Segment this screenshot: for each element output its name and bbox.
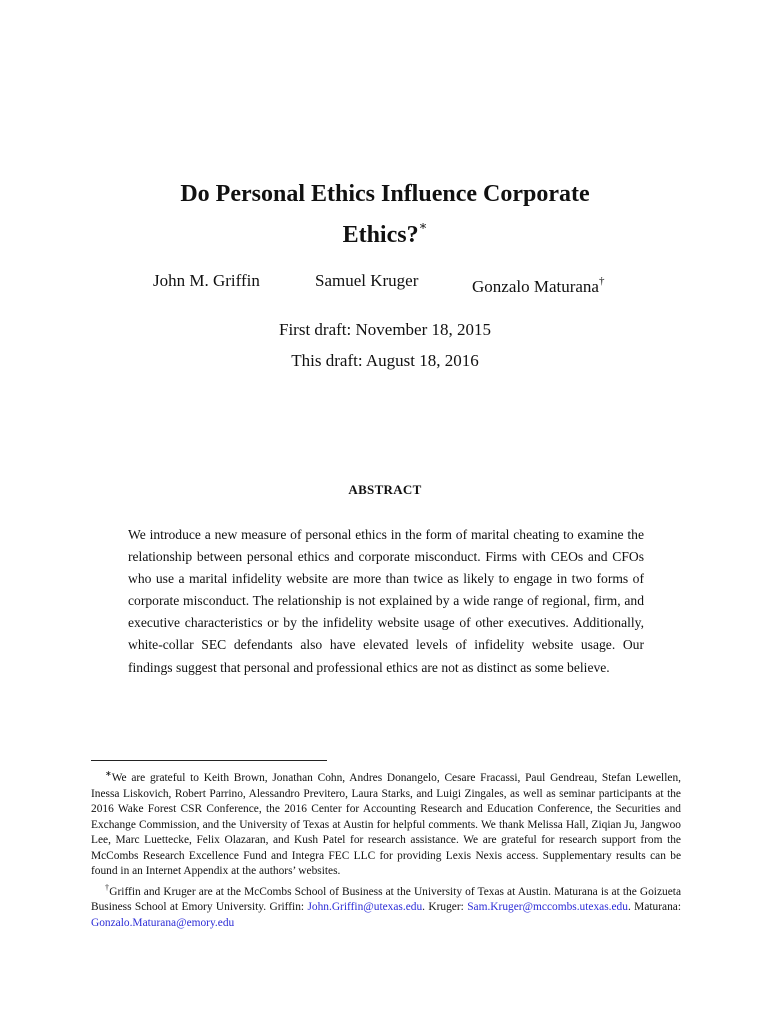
footnote-rule [91, 760, 327, 761]
author-footnote-mark: † [598, 275, 605, 287]
draft-dates [0, 314, 770, 376]
author-griffin [153, 270, 260, 292]
author-maturana [472, 270, 604, 298]
abstract-text: We introduce a new measure of personal ethics in the form of marital cheating to examine the relationship between personal ethics and corporate misconduct. Firms with CEOs and CFOs who use a marital infidelity website are more than twice as likely to engage in two forms of corporate misconduct. The relationship is not explained by a wide range of regional, firm, and executive characteristics or by the infidelity website usage of other executives. Additionally, white-collar SEC defendants also have elevated levels of infidelity website usage. Our findings suggest that personal and professional ethics are not as distinct as some believe. [128, 527, 644, 675]
author-name: Samuel Kruger [315, 271, 419, 290]
author-name: Gonzalo Maturana [472, 277, 599, 296]
author-name: John M. Griffin [153, 271, 260, 290]
footnote-affiliations [91, 880, 681, 932]
footnote-affiliations-text: Griffin and Kruger are at the McCombs School of Business at the University of Texas at Austin. Maturana is at the Goizueta Business School at Emory University. Griffin: [91, 885, 681, 913]
title-footnote-mark: ∗ [418, 218, 428, 233]
title-line-1: Do Personal Ethics Influence Corporate [180, 181, 590, 207]
first-draft-date: First draft: November 18, 2015 [279, 320, 491, 339]
footnote-separator: . Maturana: [627, 901, 681, 913]
email-link-kruger[interactable]: Sam.Kruger@mccombs.utexas.edu [467, 901, 628, 913]
footnote-mark-dagger: † [105, 882, 110, 892]
paper-title [100, 178, 670, 251]
footnote-mark-star: ∗ [105, 769, 112, 778]
footnote-acknowledgements [91, 766, 681, 880]
title-line-2-text: Ethics? [342, 222, 419, 248]
footnotes [91, 766, 681, 931]
footnote-acknowledgements-text: We are grateful to Keith Brown, Jonathan Cohn, Andres Donangelo, Cesare Fracassi, Paul Gendreau, Stefan Lewellen, Inessa Liskovich, Robert Parrino, Alessandro Previtero, Laura Starks, and Luigi Zingales, as well as seminar participants at the 2016 Wake Forest CSR Conference, the 2016 Center for Accounting Research and Education Conference, the Securities and Exchange Commission, and the University of Texas at Austin for helpful comments. We thank Melissa Hall, Ziqian Ju, Jangwoo Lee, Marc Luettecke, Felix Olazaran, and Kush Patel for research assistance. We are grateful for research support from the McCombs Research Excellence Fund and Integra FEC LLC for providing Lexis Nexis access. Supplementary results can be found in an Internet Appendix at the authors’ websites. [91, 772, 681, 877]
footnote-separator: . Kruger: [422, 901, 468, 913]
email-link-maturana[interactable]: Gonzalo.Maturana@emory.edu [91, 916, 235, 929]
title-line-2 [100, 210, 670, 251]
email-link-griffin[interactable]: John.Griffin@utexas.edu [307, 901, 423, 913]
author-kruger [315, 270, 418, 292]
this-draft-date: This draft: August 18, 2016 [291, 351, 479, 370]
abstract-heading: ABSTRACT [348, 482, 422, 497]
